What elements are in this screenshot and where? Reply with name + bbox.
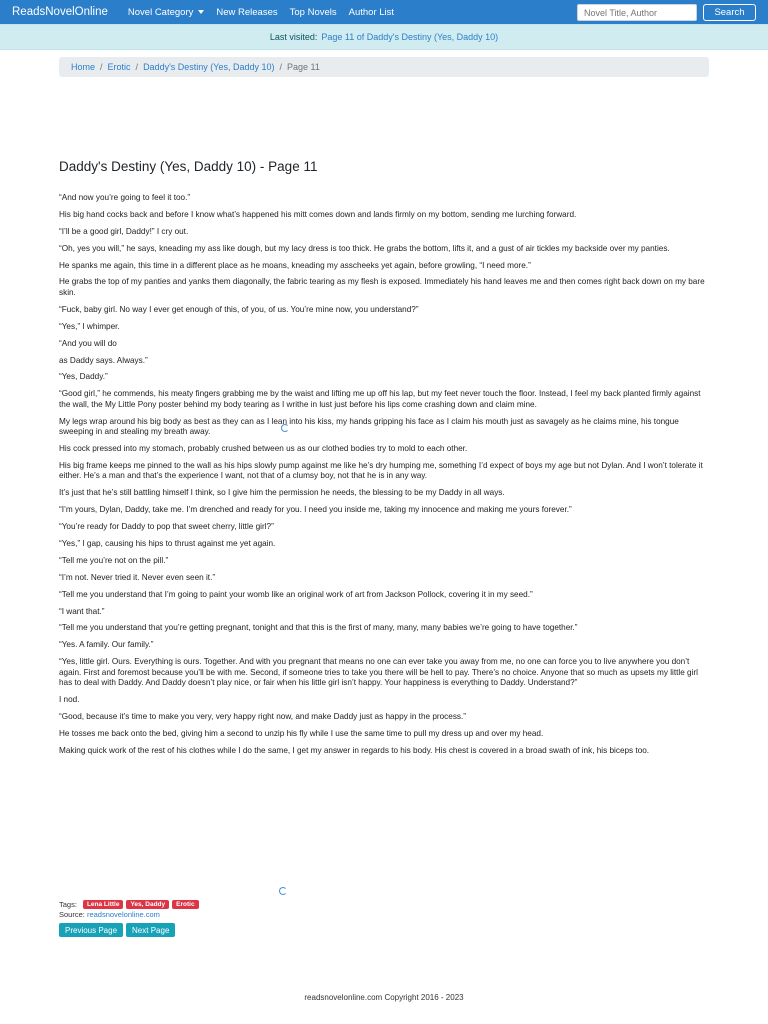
loading-spinner-icon [279, 887, 287, 895]
top-navbar [0, 0, 768, 24]
chapter-paragraph: He grabs the top of my panties and yanks them diagonally, the fabric tearing as my flesh is exposed. Immediately his hand leaves me and then comes right back down on my bare skin. [59, 277, 705, 297]
chapter-paragraph: My legs wrap around his big body as best as they can as I lean into his kiss, my hands gripping his face as I claim his mouth just as savagely as he claims mine, his tongue sweeping in and stealing my breath away. [59, 416, 679, 437]
chapter-paragraph: His cock pressed into my stomach, probably crushed between us as our clothed bodies try to mold to each other. [59, 444, 468, 454]
chapter-paragraph: “I’m yours, Dylan, Daddy, take me. I’m drenched and ready for you. I need you inside me, taking my innocence and making me yours forever.” [59, 505, 572, 515]
last-visited-label: Last visited: [269, 32, 318, 42]
nav-novel-category[interactable] [128, 7, 204, 18]
nav-novel-category-label: Novel Category [127, 6, 194, 18]
chapter-paragraph: It’s just that he’s still battling himself I think, so I give him the permission he needs, the blessing to be my Daddy in all ways. [59, 488, 505, 498]
page-title: Daddy's Destiny (Yes, Daddy 10) - Page 11 [59, 159, 318, 174]
breadcrumb-novel[interactable]: Daddy's Destiny (Yes, Daddy 10) [143, 62, 275, 72]
last-visited-link[interactable]: Page 11 of Daddy's Destiny (Yes, Daddy 10) [321, 32, 499, 42]
tags-line [59, 900, 199, 909]
breadcrumb-current-page: Page 11 [287, 62, 320, 72]
chapter-paragraph: “I’ll be a good girl, Daddy!” I cry out. [59, 226, 189, 236]
tag-badge[interactable]: Lena Little [83, 900, 124, 909]
chapter-paragraph: “Tell me you’re not on the pill.” [59, 555, 169, 565]
source-label: Source: [59, 910, 85, 919]
chapter-paragraph: He spanks me again, this time in a different place as he moans, kneading my asscheeks yet again, before growling, “I need more.” [59, 260, 531, 270]
chapter-paragraph: “Yes. A family. Our family.” [59, 640, 154, 650]
chapter-paragraph: “Tell me you understand that you’re getting pregnant, tonight and that this is the first of many, many, many babies we’re going to have together.” [59, 623, 578, 633]
breadcrumb [59, 57, 709, 77]
breadcrumb-separator: / [279, 62, 283, 72]
chapter-paragraph: “Yes, Daddy.” [59, 372, 108, 382]
chapter-paragraph: “Good, because it’s time to make you very, very happy right now, and make Daddy just as happy in the process.” [59, 712, 467, 722]
chapter-paragraph: He tosses me back onto the bed, giving him a second to unzip his fly while I use the same time to pull my dress up and over my head. [59, 728, 544, 738]
chapter-paragraph: “Oh, yes you will,” he says, kneading my ass like dough, but my lacy dress is too thick. He grabs the bottom, lifts it, and a gust of air tickles my backside over my panties. [59, 243, 670, 253]
tag-badge[interactable]: Erotic [172, 900, 198, 909]
previous-page-button[interactable]: Previous Page [59, 923, 123, 937]
chapter-paragraph: “You’re ready for Daddy to pop that sweet cherry, little girl?” [59, 522, 274, 532]
chapter-paragraph: “I’m not. Never tried it. Never even seen it.” [59, 572, 216, 582]
next-page-button[interactable]: Next Page [126, 923, 175, 937]
chapter-paragraph: “Yes, little girl. Ours. Everything is ours. Together. And with you pregnant that means no one can ever take you away from me, no one can force you to live anywhere you don’t again. First and foremost because you’ll be with me. Second, if someone tries to take you there will be hell to pay. There’s no choice. Anyone that so much as upsets my little girl has to deal with Daddy. And Daddy doesn’t play nice, or fair when his little girl isn’t happy. Your happiness is everything to Daddy. Understand?” [59, 657, 698, 688]
chapter-paragraph: as Daddy says. Always.” [59, 355, 148, 365]
chapter-paragraph: “Yes,” I gap, causing his hips to thrust against me yet again. [59, 539, 276, 549]
pager [59, 923, 178, 937]
nav-new-releases[interactable]: New Releases [216, 6, 278, 18]
loading-spinner-icon [281, 424, 289, 432]
source-line [59, 910, 160, 919]
chapter-content [59, 193, 709, 763]
chapter-paragraph: I nod. [59, 695, 80, 705]
breadcrumb-separator: / [135, 62, 139, 72]
chevron-down-icon [198, 10, 204, 14]
footer-copyright: readsnovelonline.com Copyright 2016 - 2023 [304, 993, 464, 1002]
tags-label: Tags: [59, 900, 77, 909]
chapter-paragraph: “Fuck, baby girl. No way I ever get enough of this, of you, of us. You’re mine now, you understand?” [59, 304, 419, 314]
chapter-paragraph: His big hand cocks back and before I know what’s happened his mitt comes down and lands firmly on my bottom, sending me lurching forward. [59, 209, 577, 219]
breadcrumb-home[interactable]: Home [71, 62, 96, 72]
breadcrumb-separator: / [100, 62, 103, 72]
tag-badge[interactable]: Yes, Daddy [126, 900, 169, 909]
search-input[interactable] [577, 4, 697, 21]
chapter-paragraph: Making quick work of the rest of his clothes while I do the same, I get my answer in regards to his body. His chest is covered in a broad swath of ink, his biceps too. [59, 745, 650, 755]
chapter-paragraph: “I want that.” [59, 606, 105, 616]
chapter-paragraph: “And you will do [59, 338, 117, 348]
last-visited-banner [0, 24, 768, 50]
chapter-paragraph: “Good girl,” he commends, his meaty fingers grabbing me by the waist and lifting me up off his lap, but my feet never touch the floor. Instead, I feel my back planted firmly against the wall, the My Little Pony poster behind my body tearing as I writhe in lust just before his lips come crashing down and claim mine. [59, 389, 701, 409]
chapter-paragraph: His big frame keeps me pinned to the wall as his hips slowly pump against me like he’s dry humping me, something I’d expect of boys my age but not Dylan. And I won’t tolerate it either. He’s a man and that’s the experience I want, not that of a clumsy boy, not that he is in any way. [59, 460, 703, 481]
site-brand[interactable]: ReadsNovelOnline [12, 6, 108, 18]
chapter-paragraph: “Tell me you understand that I’m going to paint your womb like an original work of art from Jackson Pollock, covering it in my seed.” [59, 589, 533, 599]
source-link[interactable]: readsnovelonline.com [86, 910, 160, 919]
breadcrumb-erotic[interactable]: Erotic [107, 62, 131, 72]
nav-top-novels[interactable]: Top Novels [289, 6, 337, 18]
nav-author-list[interactable]: Author List [348, 6, 395, 18]
chapter-paragraph: “And now you’re going to feel it too.” [59, 193, 191, 202]
search-button[interactable]: Search [703, 4, 756, 21]
chapter-paragraph: “Yes,” I whimper. [59, 321, 120, 331]
